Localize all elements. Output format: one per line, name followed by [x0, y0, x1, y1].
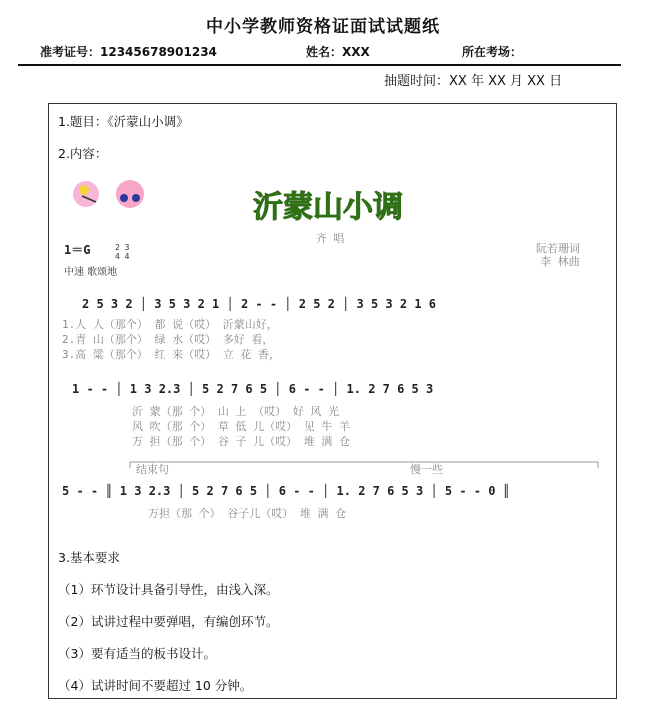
content-label: 2.内容：	[58, 146, 108, 161]
draw-time: 抽题时间：XX 年 XX 月 XX 日	[384, 74, 563, 89]
candidate-name: 姓名：XXX	[306, 45, 370, 59]
time-signature-bottom: 4 4	[115, 252, 130, 261]
song-subtitle: 齐 唱	[315, 232, 345, 245]
lyric-line-1-1: 1.人 人（那个） 都 说（哎） 沂蒙山好，	[62, 318, 278, 331]
question-topic: 1.题目：《沂蒙山小调》	[58, 114, 189, 129]
key-signature: 1＝G	[64, 243, 91, 257]
lyric-line-1-2: 2.青 山（那个） 绿 水（哎） 多好 看，	[62, 333, 274, 346]
notation-line-3: 5 - - ║ 1 3 2.3 │ 5 2 7 6 5 │ 6 - - │ 1. 2 7 6 5 3 │ 5 - - 0 ║	[62, 484, 510, 498]
lyricist: 阮若珊词	[536, 242, 580, 255]
ending-label: 结束句	[136, 463, 169, 476]
song-title: 沂蒙山小调	[253, 190, 403, 225]
cd-icon	[116, 180, 144, 208]
requirement-2: （2）试讲过程中要弹唱，有编创环节。	[58, 614, 279, 629]
lyric-line-2-1: 沂 蒙（那 个） 山 上 （哎） 好 风 光	[132, 405, 339, 418]
lyric-line-2-3: 万 担（那 个） 谷 子 儿（哎） 堆 满 仓	[132, 435, 350, 448]
slow-label: 慢一些	[410, 463, 443, 476]
bee-icon	[73, 181, 99, 207]
lyric-line-2-2: 风 吹（那 个） 草 低 儿（哎） 见 牛 羊	[132, 420, 350, 433]
lyric-line-3: 万担（那 个） 谷子儿（哎） 堆 满 仓	[148, 507, 347, 520]
notation-line-1: 2 5 3 2 │ 3 5 3 2 1 │ 2 - - │ 2 5 2 │ 3 5 3 2 1 6	[82, 297, 437, 311]
music-score	[60, 172, 610, 534]
page-title: 中小学教师资格证面试试题纸	[206, 17, 440, 37]
ending-bracket	[130, 462, 598, 468]
time-signature-top: 2 3	[115, 243, 130, 252]
requirements-label: 3.基本要求	[58, 550, 120, 565]
lyric-line-1-3: 3.高 粱（那个） 红 来（哎） 立 花 香，	[62, 348, 280, 361]
requirement-3: （3）要有适当的板书设计。	[58, 646, 216, 661]
composer: 李 林曲	[540, 255, 580, 268]
requirement-4: （4）试讲时间不要超过 10 分钟。	[58, 678, 253, 693]
tempo-marking: 中速 歌颂地	[64, 267, 118, 278]
exam-id: 准考证号：12345678901234	[40, 45, 217, 59]
exam-location: 所在考场：	[462, 45, 523, 59]
notation-line-2: 1 - - │ 1 3 2.3 │ 5 2 7 6 5 │ 6 - - │ 1. 2 7 6 5 3	[72, 382, 434, 396]
requirement-1: （1）环节设计具备引导性，由浅入深。	[58, 582, 279, 597]
header-divider	[18, 64, 621, 66]
